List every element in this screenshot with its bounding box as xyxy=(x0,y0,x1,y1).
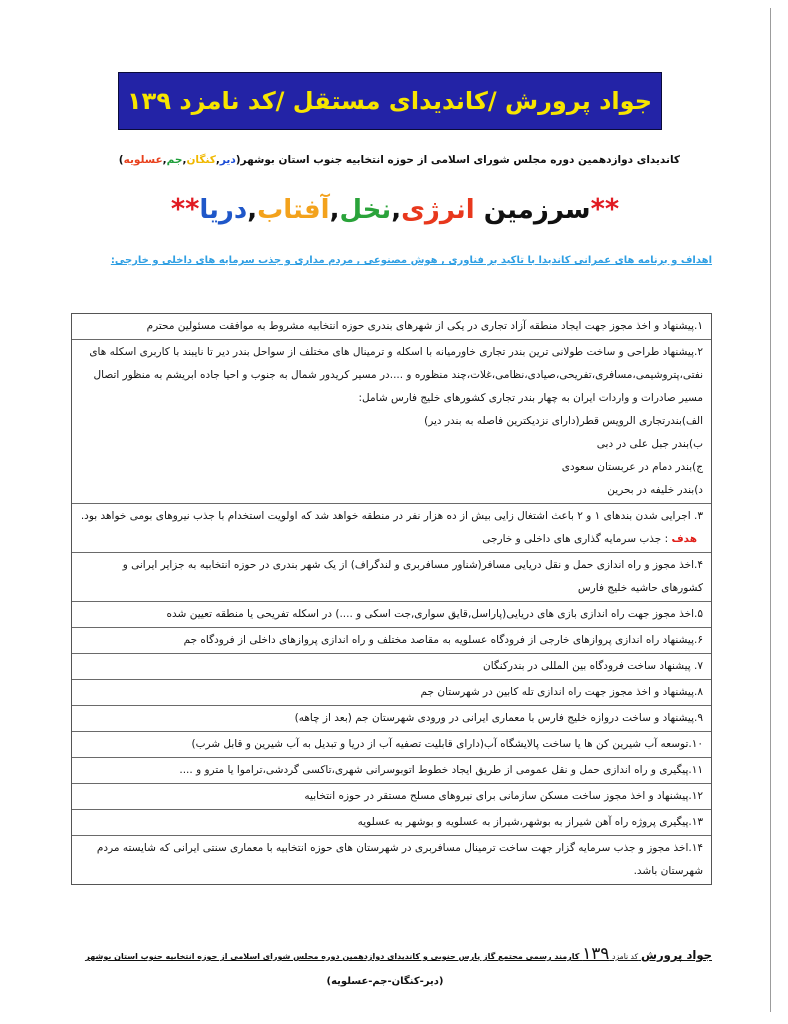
program-item-11 xyxy=(72,758,711,784)
slogan-word-energy: انرژی xyxy=(401,195,475,225)
footer-signature xyxy=(56,938,712,972)
candidate-subtitle xyxy=(120,150,680,170)
program-item-8 xyxy=(72,680,711,706)
city-deyr: دیر xyxy=(219,154,236,166)
program-subitem-c: ج)بندر دمام در عربستان سعودی xyxy=(561,461,703,473)
program-item-text: ۴.اخذ مجوز و راه اندازی حمل و نقل دریایی مسافر(شناور مسافربری و لندگراف) از یک شهر بندری در حوزه انتخابیه به جزایر ایرانی و کشورهای حاشیه خلیج فارس xyxy=(122,559,703,594)
program-item-2 xyxy=(72,340,711,504)
program-item-5 xyxy=(72,602,711,628)
program-item-text: ۱۰.توسعه آب شیرین کن ها یا ساخت پالایشگاه آب(دارای قابلیت تصفیه آب از دریا و تبدیل به آب شیرین و قابل شرب) xyxy=(191,738,703,750)
program-subitem-b: ب)بندر جبل علی در دبی xyxy=(596,438,703,450)
slogan-stars-end: ** xyxy=(170,194,200,225)
footer-name: جواد پرورش xyxy=(640,948,712,962)
program-item-14 xyxy=(72,836,711,884)
city-jam: جم xyxy=(166,154,183,166)
slogan-word-palm: نخل xyxy=(339,195,392,225)
program-item-text: ۱.پیشنهاد و اخذ مجوز جهت ایجاد منطقه آزاد تجاری در یکی از شهرهای بندری حوزه انتخابیه مشروط به موافقت مسئولین محترم xyxy=(146,320,703,332)
page-border-line xyxy=(770,8,771,1012)
slogan-separator: , xyxy=(391,195,402,225)
program-item-text: ۵.اخذ مجوز جهت راه اندازی بازی های دریایی(پاراسل,قایق سواری,جت اسکی و ....) در اسکله تفریحی یا منطقه تعیین شده xyxy=(166,608,703,620)
footer-code-label: کد نامزد xyxy=(612,952,639,961)
program-item-text: ۹.پیشنهاد و ساخت دروازه خلیج فارس با معماری ایرانی در ورودی شهرستان جم (بعد از چاهه) xyxy=(294,712,703,724)
program-goal-line xyxy=(80,528,703,551)
subtitle-text: کاندیدای دوازدهمین دوره مجلس شورای اسلامی از حوزه انتخابیه جنوب استان بوشهر xyxy=(240,154,680,166)
slogan-stars-start: ** xyxy=(590,194,620,225)
program-item-text: ۱۱.پیگیری و راه اندازی حمل و نقل عمومی از طریق ایجاد خطوط اتوبوسرانی شهری،تاکسی گردشی،تراموا یا مترو و .... xyxy=(179,764,703,776)
slogan-lead: سرزمین xyxy=(474,195,591,225)
subtitle-separator: , xyxy=(182,154,187,166)
program-subitem-d: د)بندر خلیفه در بحرین xyxy=(607,484,703,496)
page-title: جواد پرورش /کاندیدای مستقل /کد نامزد ۱۳۹ xyxy=(127,87,652,115)
footer-description: کارمند رسمی مجتمع گاز پارس جنوبی و کاندیدای دوازدهمین دوره مجلس شورای اسلامی از حوزه انتخابیه جنوب استان بوشهر xyxy=(85,952,580,961)
slogan-word-sea: دریا xyxy=(199,195,248,225)
program-item-text: ۱۳.پیگیری پروژه راه آهن شیراز به بوشهر،شیراز به عسلویه و بوشهر به عسلویه xyxy=(357,816,703,828)
slogan-word-sun: آفتاب xyxy=(257,195,330,225)
goal-separator: : xyxy=(661,533,672,545)
program-item-1 xyxy=(72,314,711,340)
slogan-separator: , xyxy=(247,195,258,225)
program-item-text: ۱۴.اخذ مجوز و جذب سرمایه گزار جهت ساخت ترمینال مسافربری در شهرستان های حوزه انتخابیه با معماری سنتی ایرانی که شایسته مردم شهرستان باشد. xyxy=(96,842,703,877)
program-item-6 xyxy=(72,628,711,654)
program-item-text: ۶.پیشنهاد راه اندازی پروازهای خارجی از فرودگاه عسلویه به مقاصد مختلف و راه اندازی پروازهای داخلی از فرودگاه جم xyxy=(183,634,703,646)
program-item-text: ۳. اجرایی شدن بندهای ۱ و ۲ باعث اشتغال زایی بیش از ده هزار نفر در منطقه خواهد شد که اولویت استخدام با جذب نیروهای بومی خواهد بود. xyxy=(80,510,703,522)
program-item-3 xyxy=(72,504,711,553)
city-kangan: کنگان xyxy=(186,154,216,166)
subtitle-paren-close: ) xyxy=(118,154,124,166)
slogan-separator: , xyxy=(329,195,340,225)
title-banner xyxy=(118,72,662,130)
program-item-text: ۸.پیشنهاد و اخذ مجوز جهت راه اندازی تله کابین در شهرستان جم xyxy=(420,686,703,698)
program-item-text: ۱۲.پیشنهاد و اخذ مجوز ساخت مسکن سازمانی برای نیروهای مسلح مستقر در حوزه انتخابیه xyxy=(304,790,703,802)
program-table xyxy=(71,313,712,885)
goal-text: جذب سرمایه گذاری های داخلی و خارجی xyxy=(482,533,662,545)
program-item-text: ۲.پیشنهاد طراحی و ساخت طولانی ترین بندر تجاری خاورمیانه با اسکله و ترمینال های مختلف از سواحل بندر دیر تا نایبند با کاربری اسکله های نفتی،پتروشیمی،مسافری،تفریحی،صیادی،نظامی،غلات،چند منظوره و ....در مسیر کریدور شمال به جنوب و احیا جاده ابریشم به منظور اتصال مسیر صادرات و واردات ایران به چهار بندر تجاری کشورهای خلیج فارس شامل: xyxy=(89,346,703,404)
slogan xyxy=(170,188,620,232)
program-item-9 xyxy=(72,706,711,732)
program-item-4 xyxy=(72,553,711,602)
goals-heading: اهداف و برنامه های عمرانی کاندیدا با تاکید بر فناوری , هوش مصنوعی , مردم مداری و جذب سرمایه های داخلی و خارجی: xyxy=(110,255,712,266)
footer-cities: (دیر-کنگان-جم-عسلویه) xyxy=(326,976,444,987)
city-asaluyeh: عسلویه xyxy=(123,154,163,166)
program-item-12 xyxy=(72,784,711,810)
subtitle-separator: , xyxy=(215,154,220,166)
goal-label: هدف xyxy=(671,533,697,545)
program-item-text: ۷. پیشنهاد ساخت فرودگاه بین المللی در بندرکنگان xyxy=(482,660,703,672)
program-item-13 xyxy=(72,810,711,836)
program-item-7 xyxy=(72,654,711,680)
subtitle-separator: , xyxy=(162,154,167,166)
subtitle-paren-open: ( xyxy=(235,154,241,166)
footer-code: ۱۳۹ xyxy=(582,943,610,963)
program-subitem-a: الف)بندرتجاری الرویس قطر(دارای نزدیکترین فاصله به بندر دیر) xyxy=(424,415,703,427)
program-item-10 xyxy=(72,732,711,758)
